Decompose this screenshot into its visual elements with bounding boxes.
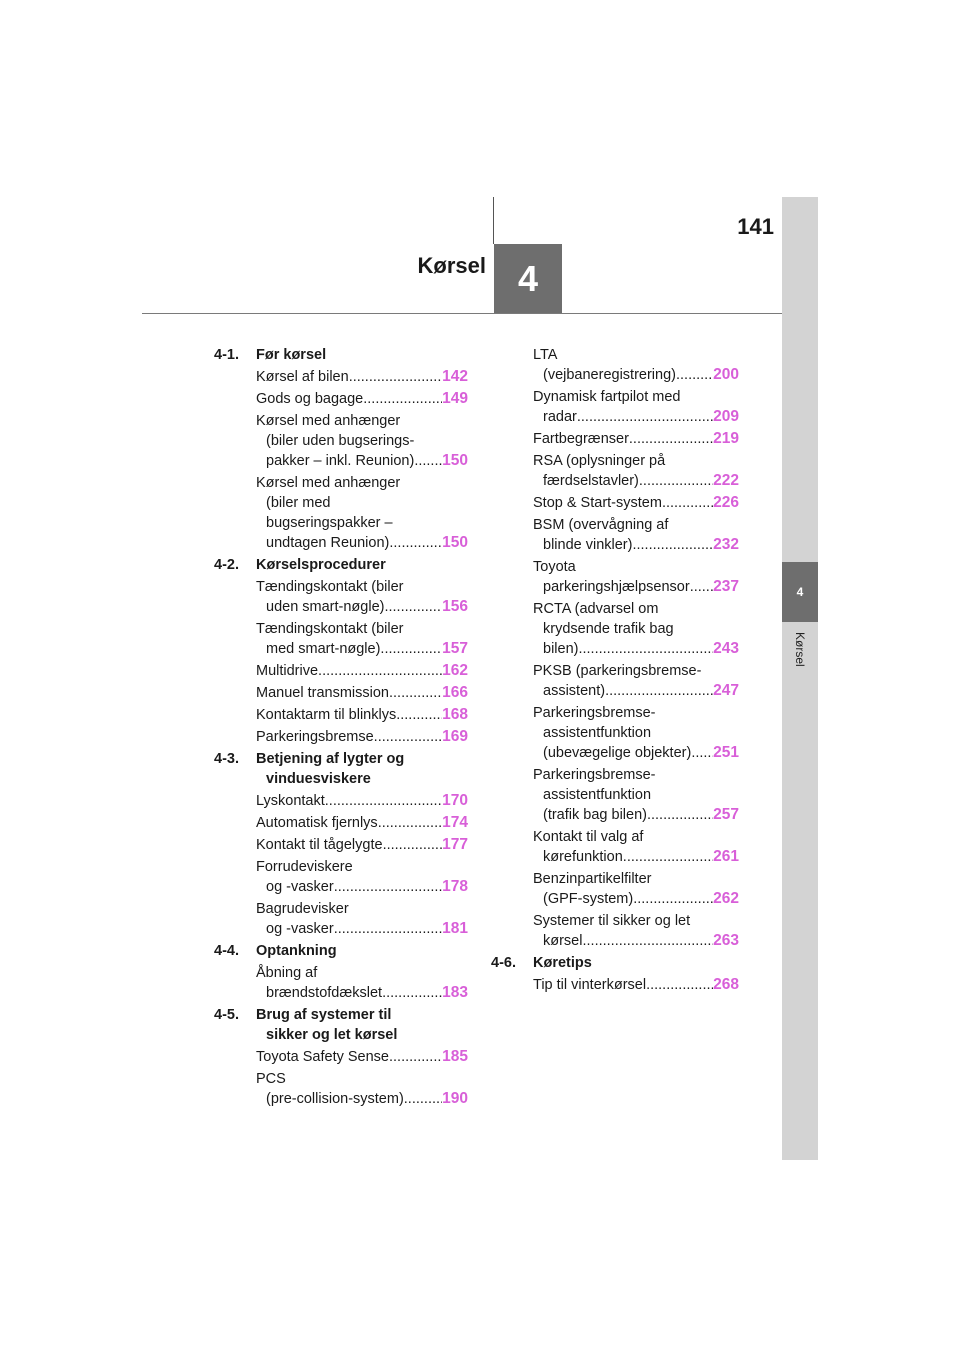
toc-entry-line: Parkeringsbremse xyxy=(256,729,374,745)
toc-page-link[interactable]: 226 xyxy=(713,494,739,511)
header-divider-vertical xyxy=(493,197,494,244)
toc-entry-line: blinde vinkler) xyxy=(543,537,633,553)
toc-section-title-line: Optankning xyxy=(256,943,337,959)
toc-entry-line: Tændingskontakt (biler xyxy=(256,579,404,595)
toc-entry-last-line xyxy=(256,1047,468,1067)
toc-entry[interactable] xyxy=(533,827,739,867)
toc-entry-last-line xyxy=(256,1089,468,1109)
toc-leader-dots xyxy=(404,1089,442,1109)
toc-section-title-line: sikker og let kørsel xyxy=(266,1027,398,1043)
toc-section xyxy=(491,953,739,973)
toc-entry[interactable] xyxy=(256,963,468,1003)
toc-entry-line: BSM (overvågning af xyxy=(533,517,669,533)
toc-entry-line: Kontakt til valg af xyxy=(533,829,644,845)
toc-entry[interactable] xyxy=(256,899,468,939)
toc-entry-line: og -vasker xyxy=(266,921,334,937)
chapter-number-box: 4 xyxy=(494,244,562,313)
toc-leader-dots xyxy=(334,919,442,939)
toc-section-title xyxy=(256,749,468,789)
toc-entry-line: med smart-nøgle) xyxy=(266,641,381,657)
toc-section-title-line: Betjening af lygter og xyxy=(256,751,405,767)
toc-entry-line: brændstofdækslet xyxy=(266,985,383,1001)
toc-leader-dots xyxy=(633,889,713,909)
toc-entry[interactable] xyxy=(256,791,468,811)
toc-entry-line: parkeringshjælpsensor xyxy=(543,579,690,595)
toc-section-title xyxy=(256,1005,468,1045)
toc-entry[interactable] xyxy=(533,345,739,385)
chapter-title: Kørsel xyxy=(417,253,486,278)
toc-entry-last-line xyxy=(533,535,739,555)
toc-entry-line: bugseringspakker – xyxy=(266,515,393,531)
toc-entry-line: Bagrudevisker xyxy=(256,901,349,917)
toc-entry-last-line xyxy=(256,791,468,811)
toc-entry-last-line xyxy=(256,639,468,659)
toc-entry[interactable] xyxy=(533,557,739,597)
toc-entry-line: Tip til vinterkørsel xyxy=(533,977,647,993)
toc-entry-last-line xyxy=(533,639,739,659)
toc-entry-line: Lyskontakt xyxy=(256,793,325,809)
toc-section xyxy=(214,1005,468,1045)
toc-entry-line: Kørsel med anhænger xyxy=(256,413,401,429)
toc-entry[interactable] xyxy=(533,765,739,825)
toc-entry[interactable] xyxy=(256,813,468,833)
toc-section-title-line: vinduesviskere xyxy=(266,771,371,787)
toc-leader-dots xyxy=(349,367,442,387)
toc-entry-line: Kørsel med anhænger xyxy=(256,475,401,491)
toc-entry[interactable] xyxy=(256,857,468,897)
toc-section xyxy=(214,749,468,789)
toc-entry-last-line xyxy=(533,805,739,825)
toc-page-link[interactable]: 222 xyxy=(713,472,739,489)
toc-entry-last-line xyxy=(533,407,739,427)
toc-section-title xyxy=(256,345,468,365)
toc-section-title xyxy=(533,953,739,973)
toc-entry[interactable] xyxy=(533,869,739,909)
toc-section-title-line: Køretips xyxy=(533,955,592,971)
toc-entry-line: Kontaktarm til blinklys xyxy=(256,707,397,723)
toc-entry[interactable] xyxy=(533,703,739,763)
toc-entry-last-line xyxy=(533,889,739,909)
toc-entry-last-line xyxy=(533,681,739,701)
toc-entry[interactable] xyxy=(256,705,468,725)
toc-entry-line: RCTA (advarsel om xyxy=(533,601,659,617)
toc-entry-line: pakker – inkl. Reunion) xyxy=(266,453,415,469)
toc-leader-dots xyxy=(605,681,713,701)
toc-entry-last-line xyxy=(256,877,468,897)
toc-page-link[interactable]: 181 xyxy=(442,920,468,937)
toc-page-link[interactable]: 251 xyxy=(713,744,739,761)
toc-entry-line: RSA (oplysninger på xyxy=(533,453,666,469)
toc-leader-dots xyxy=(691,743,713,763)
toc-page-link[interactable]: 168 xyxy=(442,706,468,723)
toc-page-link[interactable]: 261 xyxy=(713,848,739,865)
toc-entry-line: bilen) xyxy=(543,641,579,657)
toc-entry-line: og -vasker xyxy=(266,879,334,895)
header-divider xyxy=(142,313,782,314)
side-tab-label: Kørsel xyxy=(793,632,807,667)
toc-entry-last-line xyxy=(256,597,468,617)
toc-entry[interactable] xyxy=(256,619,468,659)
toc-section xyxy=(214,345,468,365)
toc-leader-dots xyxy=(414,451,442,471)
toc-entry[interactable] xyxy=(256,367,468,387)
toc-page-link[interactable]: 149 xyxy=(442,390,468,407)
toc-page-link[interactable]: 200 xyxy=(713,366,739,383)
toc-page-link[interactable]: 178 xyxy=(442,878,468,895)
toc-entry[interactable] xyxy=(256,389,468,409)
toc-entry[interactable] xyxy=(256,1069,468,1109)
toc-entry-last-line xyxy=(256,835,468,855)
toc-entry-last-line xyxy=(533,931,739,951)
toc-leader-dots xyxy=(578,639,713,659)
toc-leader-dots xyxy=(647,805,713,825)
toc-leader-dots xyxy=(389,533,442,553)
toc-leader-dots xyxy=(383,835,443,855)
toc-entry-line: PCS xyxy=(256,1071,286,1087)
toc-section-number: 4-3. xyxy=(214,751,239,767)
toc-page-link[interactable]: 247 xyxy=(713,682,739,699)
toc-entry-line: (biler med xyxy=(266,495,331,511)
toc-entry-line: Parkeringsbremse- xyxy=(533,767,656,783)
toc-entry-last-line xyxy=(256,451,468,471)
toc-entry[interactable] xyxy=(533,599,739,659)
toc-entry[interactable] xyxy=(256,1047,468,1067)
toc-entry-line: Åbning af xyxy=(256,965,318,981)
toc-entry-line: Toyota xyxy=(533,559,576,575)
toc-entry-last-line xyxy=(533,743,739,763)
toc-entry-last-line xyxy=(256,533,468,553)
toc-entry-line: Toyota Safety Sense xyxy=(256,1049,389,1065)
toc-entry-line: færdselstavler) xyxy=(543,473,639,489)
toc-leader-dots xyxy=(374,727,442,747)
toc-entry-line: Benzinpartikelfilter xyxy=(533,871,652,887)
toc-page-link[interactable]: 185 xyxy=(442,1048,468,1065)
toc-entry-last-line xyxy=(256,983,468,1003)
toc-section-number: 4-2. xyxy=(214,557,239,573)
toc-column-left xyxy=(214,345,468,1111)
toc-entry-line: Parkeringsbremse- xyxy=(533,705,656,721)
toc-entry-last-line xyxy=(533,429,739,449)
toc-page-link[interactable]: 156 xyxy=(442,598,468,615)
toc-leader-dots xyxy=(382,983,442,1003)
toc-section-title xyxy=(256,555,468,575)
toc-entry-last-line xyxy=(533,365,739,385)
toc-entry-line: radar xyxy=(543,409,577,425)
toc-column-right xyxy=(491,345,739,997)
toc-entry-line: Automatisk fjernlys xyxy=(256,815,378,831)
toc-page-link[interactable]: 237 xyxy=(713,578,739,595)
toc-entry-line: assistent) xyxy=(543,683,606,699)
toc-leader-dots xyxy=(378,813,442,833)
toc-leader-dots xyxy=(325,791,442,811)
toc-page-link[interactable]: 162 xyxy=(442,662,468,679)
toc-section-title xyxy=(256,941,468,961)
toc-leader-dots xyxy=(363,389,442,409)
side-tab-number[interactable]: 4 xyxy=(782,562,818,622)
toc-entry-last-line xyxy=(533,471,739,491)
toc-page-link[interactable]: 183 xyxy=(442,984,468,1001)
toc-section-number: 4-6. xyxy=(491,955,516,971)
toc-page-link[interactable]: 166 xyxy=(442,684,468,701)
toc-section-title-line: Kørselsprocedurer xyxy=(256,557,386,573)
toc-entry-last-line xyxy=(256,919,468,939)
toc-leader-dots xyxy=(577,407,713,427)
toc-entry-last-line xyxy=(533,847,739,867)
toc-page-link[interactable]: 174 xyxy=(442,814,468,831)
toc-leader-dots xyxy=(646,975,713,995)
toc-leader-dots xyxy=(389,1047,442,1067)
toc-leader-dots xyxy=(623,847,713,867)
toc-leader-dots xyxy=(384,597,442,617)
toc-entry[interactable] xyxy=(533,515,739,555)
toc-entry-line: Multidrive xyxy=(256,663,319,679)
toc-entry[interactable] xyxy=(256,577,468,617)
toc-leader-dots xyxy=(396,705,442,725)
toc-leader-dots xyxy=(632,535,713,555)
toc-page-link[interactable]: 157 xyxy=(442,640,468,657)
toc-page-link[interactable]: 170 xyxy=(442,792,468,809)
toc-entry-line: assistentfunktion xyxy=(543,725,652,741)
toc-entry-line: (vejbaneregistrering) xyxy=(543,367,676,383)
toc-entry-last-line xyxy=(533,975,739,995)
toc-page-link[interactable]: 268 xyxy=(713,976,739,993)
toc-entry[interactable] xyxy=(256,727,468,747)
toc-entry-line: Fartbegrænser xyxy=(533,431,629,447)
toc-leader-dots xyxy=(334,877,442,897)
toc-entry[interactable] xyxy=(256,411,468,471)
toc-entry-last-line xyxy=(256,683,468,703)
toc-leader-dots xyxy=(318,661,442,681)
toc-entry-line: uden smart-nøgle) xyxy=(266,599,385,615)
toc-entry-line: (pre-collision-system) xyxy=(266,1091,404,1107)
toc-entry-last-line xyxy=(256,813,468,833)
toc-section-number: 4-5. xyxy=(214,1007,239,1023)
toc-entry-line: LTA xyxy=(533,347,558,363)
toc-entry-line: assistentfunktion xyxy=(543,787,652,803)
toc-leader-dots xyxy=(690,577,713,597)
toc-entry-line: Dynamisk fartpilot med xyxy=(533,389,681,405)
toc-entry-line: PKSB (parkeringsbremse- xyxy=(533,663,702,679)
toc-entry-line: Kørsel af bilen xyxy=(256,369,349,385)
toc-entry-line: kørefunktion xyxy=(543,849,623,865)
toc-entry[interactable] xyxy=(533,387,739,427)
toc-entry-line: (GPF-system) xyxy=(543,891,634,907)
toc-entry-line: undtagen Reunion) xyxy=(266,535,390,551)
toc-entry[interactable] xyxy=(533,493,739,513)
toc-section-title-line: Før kørsel xyxy=(256,347,327,363)
toc-page-link[interactable]: 150 xyxy=(442,452,468,469)
toc-page-link[interactable]: 209 xyxy=(713,408,739,425)
toc-entry-last-line xyxy=(533,577,739,597)
toc-entry-last-line xyxy=(256,661,468,681)
toc-page-link[interactable]: 190 xyxy=(442,1090,468,1107)
toc-entry-last-line xyxy=(256,367,468,387)
toc-section xyxy=(214,941,468,961)
toc-leader-dots xyxy=(639,471,713,491)
page-number: 141 xyxy=(737,214,774,239)
toc-section-title-line: Brug af systemer til xyxy=(256,1007,392,1023)
toc-entry-line: Tændingskontakt (biler xyxy=(256,621,404,637)
toc-leader-dots xyxy=(582,931,713,951)
toc-leader-dots xyxy=(389,683,442,703)
toc-leader-dots xyxy=(629,429,713,449)
toc-entry-line: Systemer til sikker og let xyxy=(533,913,691,929)
toc-leader-dots xyxy=(676,365,713,385)
toc-entry-line: (ubevægelige objekter) xyxy=(543,745,692,761)
toc-section-number: 4-4. xyxy=(214,943,239,959)
toc-entry-last-line xyxy=(256,705,468,725)
toc-entry[interactable] xyxy=(256,661,468,681)
toc-entry[interactable] xyxy=(533,911,739,951)
toc-section-number: 4-1. xyxy=(214,347,239,363)
toc-page-link[interactable]: 263 xyxy=(713,932,739,949)
toc-entry-line: Stop & Start-system xyxy=(533,495,662,511)
toc-entry[interactable] xyxy=(533,661,739,701)
toc-entry-line: Manuel transmission xyxy=(256,685,389,701)
toc-entry-line: (trafik bag bilen) xyxy=(543,807,647,823)
toc-page-link[interactable]: 169 xyxy=(442,728,468,745)
toc-page-link[interactable]: 243 xyxy=(713,640,739,657)
toc-leader-dots xyxy=(380,639,442,659)
toc-entry[interactable] xyxy=(256,835,468,855)
toc-entry-last-line xyxy=(256,389,468,409)
toc-entry-line: kørsel xyxy=(543,933,583,949)
toc-entry[interactable] xyxy=(533,429,739,449)
toc-entry-last-line xyxy=(533,493,739,513)
toc-entry-line: Kontakt til tågelygte xyxy=(256,837,383,853)
toc-entry-last-line xyxy=(256,727,468,747)
toc-page-link[interactable]: 177 xyxy=(442,836,468,853)
toc-entry-line: krydsende trafik bag xyxy=(543,621,674,637)
toc-page-link[interactable]: 232 xyxy=(713,536,739,553)
toc-entry[interactable] xyxy=(256,683,468,703)
toc-entry-line: Gods og bagage xyxy=(256,391,364,407)
toc-page-link[interactable]: 150 xyxy=(442,534,468,551)
toc-leader-dots xyxy=(662,493,713,513)
toc-entry-line: Forrudeviskere xyxy=(256,859,353,875)
toc-page-link[interactable]: 257 xyxy=(713,806,739,823)
toc-page-link[interactable]: 262 xyxy=(713,890,739,907)
toc-page-link[interactable]: 142 xyxy=(442,368,468,385)
toc-entry[interactable] xyxy=(533,451,739,491)
toc-entry[interactable] xyxy=(256,473,468,553)
toc-page-link[interactable]: 219 xyxy=(713,430,739,447)
toc-entry[interactable] xyxy=(533,975,739,995)
toc-section xyxy=(214,555,468,575)
toc-entry-line: (biler uden bugserings- xyxy=(266,433,415,449)
